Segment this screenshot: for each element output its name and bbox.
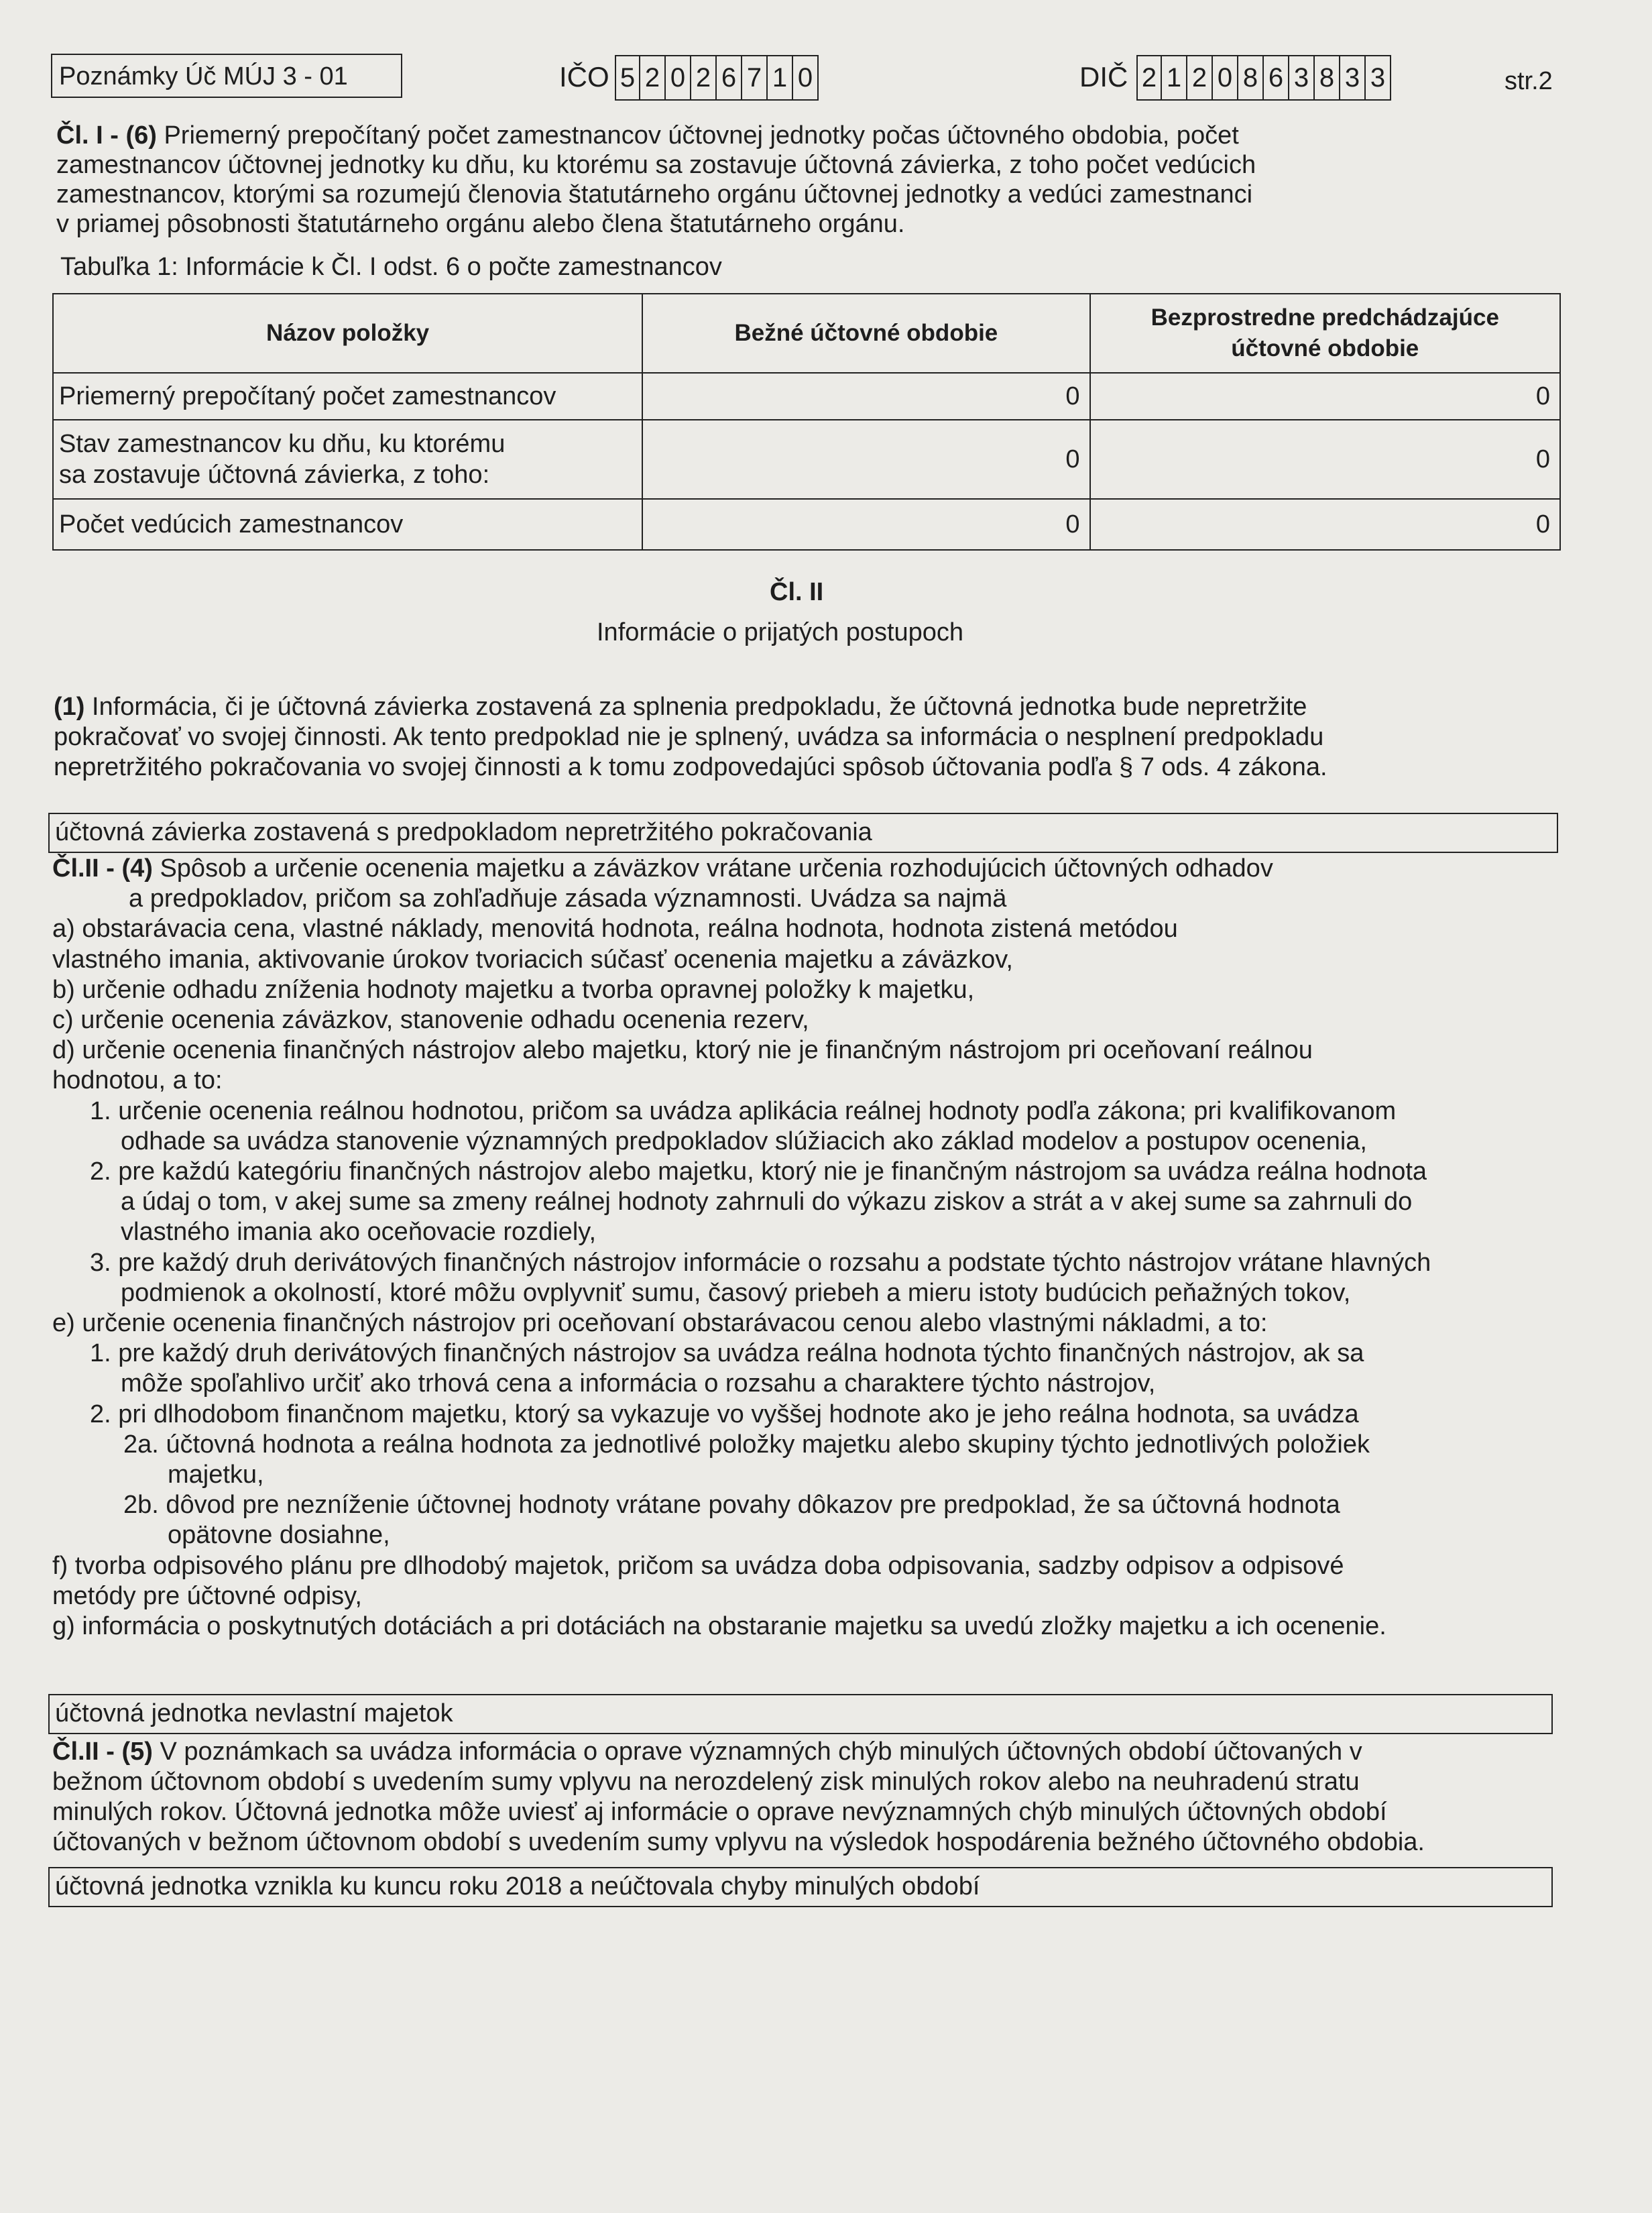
ico-digit: 0 [793,55,819,101]
dic-digit: 8 [1238,55,1264,101]
table-row [53,499,1560,550]
dic-digit: 6 [1264,55,1289,101]
art1-line: zamestnancov, ktorými sa rozumejú členovia štatutárneho orgánu účtovnej jednotky a vedúci zamestnanci [56,180,1253,209]
art1-text [56,121,1256,239]
col-previous-header-line: účtovné obdobie [1231,335,1419,361]
p5-heading: Čl.II - (5) [52,1738,153,1766]
table-row [53,420,1560,499]
row-current-value: 0 [642,373,1089,420]
ico-digit: 0 [666,55,691,101]
art2-paragraph-4: Čl.II - (4) Spôsob a určenie ocenenia majetku a záväzkov vrátane určenia rozhodujúcich účtovných odhadov a predpokladov, pričom sa zohľadňuje zásada významnosti. Uvádza sa najmä a) obstarávacia cena, vlastné náklady, menovitá hodnota, reálna hodnota, hodnota zistená metódou vlastného imania, aktivovanie úrokov tvoriacich súčasť ocenenia majetku a záväzkov, b) určenie odhadu zníženia hodnoty majetku a tvorba opravnej položky k majetku, c) určenie ocenenia záväzkov, stanovenie odhadu ocenenia rezerv, d) určenie ocenenia finančných nástrojov alebo majetku, ktorý nie je finančným nástrojom pri oceňovaní reálnou hodnotou, a to: 1. určenie ocenenia reálnou hodnotou, pričom sa uvádza aplikácia reálnej hodnoty podľa zákona; pri kvalifikovanom odhade sa uvádza stanovenie významných predpokladov slúžiacich ako základ modelov a postupov ocenenia, 2. pre každú kategóriu finančných nástrojov alebo majetku, ktorý nie je finančným nástrojom sa uvádza reálna hodnota a údaj o tom, v akej sume sa zmeny reálnej hodnoty zahrnuli do výkazu ziskov a strát a v akej sume sa zahrnuli do vlastného imania ako oceňovacie rozdiely, 3. pre každý druh derivátových finančných nástrojov informácie o rozsahu a podstate týchto nástrojov vrátane hlavných podmienok a okolností, ktoré môžu ovplyvniť sumu, časový priebeh a mieru istoty budúcich peňažných tokov, e) určenie ocenenia finančných nástrojov pri oceňovaní obstarávacou cenou alebo vlastnými nákladmi, a to: 1. pre každý druh derivátových finančných nástrojov sa uvádza reálna hodnota týchto finančných nástrojov, ak sa môže spoľahlivo určiť ako trhová cena a informácia o rozsahu a charaktere týchto nástrojov, 2. pri dlhodobom finančnom majetku, ktorý sa vykazuje vo vyššej hodnote ako je jeho reálna hodnota, sa uvádza 2a. účtovná hodnota a reálna hodnota za jednotlivé položky majetku alebo skupiny týchto jednotlivých položiek majetku, 2b. dôvod pre nezníženie účtovnej hodnoty vrátane povahy dôkazov pre predpoklad, že sa účtovná hodnota opätovne dosiahne, f) tvorba odpisového plánu pre dlhodobý majetok, pričom sa uvádza doba odpisovania, sadzby odpisov a odpisové metódy pre účtovné odpisy, g) informácia o poskytnutých dotáciách a pri dotáciách na obstaranie majetku sa uvedú zložky majetku a ich ocenenie. [52,854,1431,1641]
answer-errors: účtovná jednotka vznikla ku kuncu roku 2018 a neúčtovala chyby minulých období [48,1867,1553,1907]
dic-digit: 0 [1213,55,1238,101]
art1-line: Priemerný prepočítaný počet zamestnancov účtovnej jednotky počas účtovného obdobia, počet [164,121,1239,150]
ico-digits [615,55,819,101]
col-name-header: Názov položky [53,294,642,373]
art2-paragraph-1: (1) Informácia, či je účtovná závierka zostavená za splnenia predpokladu, že účtovná jednotka bude nepretržite pokračovať vo svojej činnosti. Ak tento predpoklad nie je splnený, uvádza sa informácia o nesplnení predpokladu nepretržitého pokračovania vo svojej činnosti a k tomu zodpovedajúci spôsob účtovania podľa § 7 ods. 4 zákona. [54,693,1328,781]
art2-heading: Čl. II [770,578,824,606]
row-current-value: 0 [642,499,1089,550]
art2-subtitle: Informácie o prijatých postupoch [597,618,964,646]
art1-heading: Čl. I - (6) [56,121,157,150]
ico-digit: 7 [742,55,768,101]
col-previous-header [1090,294,1560,373]
answer-going-concern: účtovná závierka zostavená s predpokladom nepretržitého pokračovania [48,813,1558,853]
ico-digit: 2 [691,55,717,101]
answer-property: účtovná jednotka nevlastní majetok [48,1694,1553,1734]
row-label: Priemerný prepočítaný počet zamestnancov [53,373,642,420]
ico-digit: 6 [717,55,742,101]
row-previous-value: 0 [1090,373,1560,420]
dic-digits [1136,55,1391,101]
dic-digit: 3 [1289,55,1315,101]
ico-digit: 5 [615,55,640,101]
employees-table [52,293,1561,551]
col-previous-header-line: Bezprostredne predchádzajúce [1150,304,1499,331]
ico-digit: 2 [640,55,666,101]
form-label-box [51,54,402,98]
art2-paragraph-5: Čl.II - (5) V poznámkach sa uvádza informácia o oprave významných chýb minulých účtovných období účtovaných v bežnom účtovnom období s uvedením sumy vplyvu na nerozdelený zisk minulých rokov alebo na neuhradenú stratu minulých rokov. Účtovná jednotka môže uviesť aj informácie o oprave nevýznamných chýb minulých účtovných období účtovaných v bežnom účtovnom období s uvedením sumy vplyvu na výsledok hospodárenia bežného účtovného obdobia. [52,1738,1425,1856]
table-caption: Tabuľka 1: Informácie k Čl. I odst. 6 o počte zamestnancov [60,253,722,281]
dic-digit: 8 [1315,55,1340,101]
p4-heading: Čl.II - (4) [52,854,153,883]
row-previous-value: 0 [1090,499,1560,550]
col-current-header: Bežné účtovné obdobie [642,294,1089,373]
dic-digit: 2 [1187,55,1213,101]
art1-line: zamestnancov účtovnej jednotky ku dňu, ku ktorému sa zostavuje účtovná závierka, z toho počet vedúcich [56,151,1256,179]
ico-digit: 1 [768,55,793,101]
row-label: Stav zamestnancov ku dňu, ku ktorému sa zostavuje účtovná závierka, z toho: [53,420,642,499]
dic-digit: 1 [1162,55,1187,101]
row-current-value: 0 [642,420,1089,499]
page-number: str.2 [1504,67,1553,95]
art1-line: v priamej pôsobnosti štatutárneho orgánu alebo člena štatutárneho orgánu. [56,210,905,238]
dic-digit: 3 [1340,55,1366,101]
table-header-row [53,294,1560,373]
row-label: Počet vedúcich zamestnancov [53,499,642,550]
dic-digit: 3 [1366,55,1391,101]
form-label: Poznámky Úč MÚJ 3 - 01 [59,62,348,91]
p1-number: (1) [54,693,85,721]
ico-label: IČO [559,61,609,93]
row-previous-value: 0 [1090,420,1560,499]
dic-digit: 2 [1136,55,1162,101]
dic-label: DIČ [1079,61,1128,93]
table-row [53,373,1560,420]
